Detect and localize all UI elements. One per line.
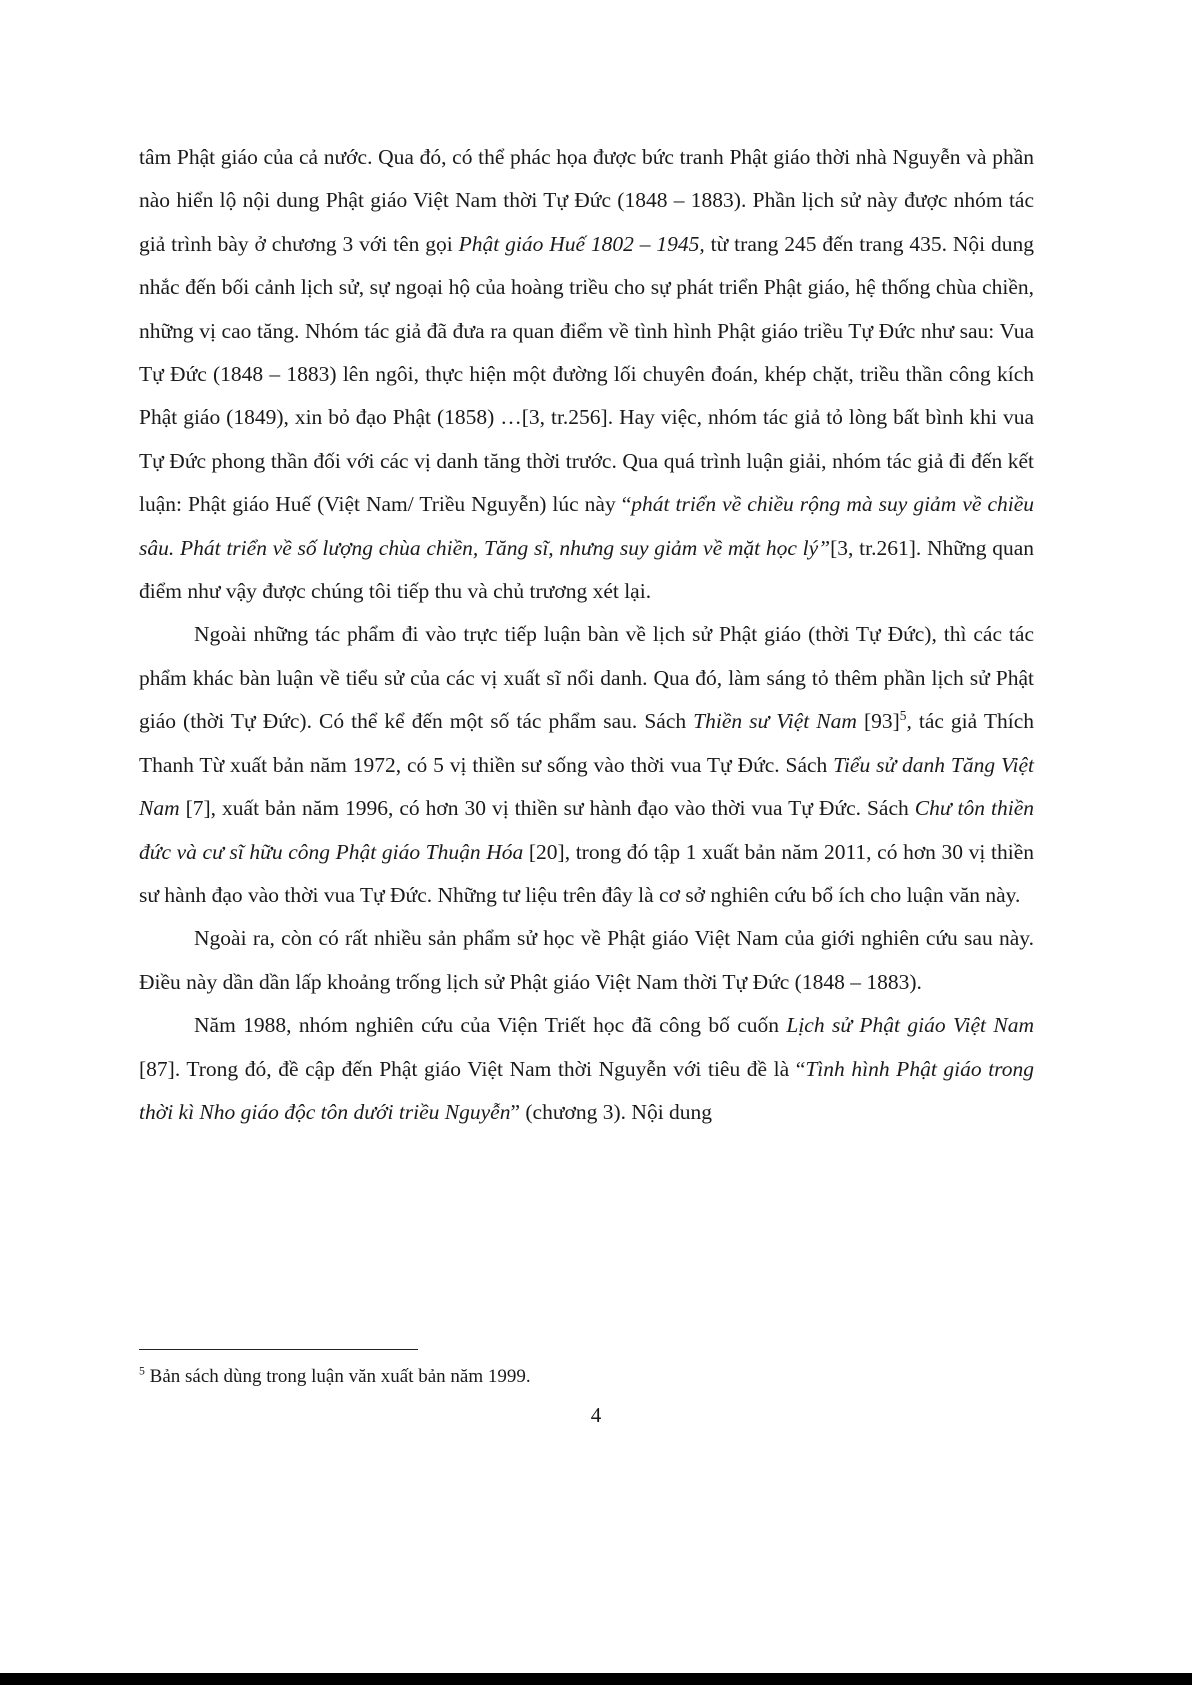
italic-text: Thiền sư Việt Nam (693, 709, 857, 734)
paragraph (139, 917, 1034, 1004)
italic-text: Chư tôn thiền đức và cư sĩ hữu công Phật giáo Thuận Hóa (139, 796, 1034, 864)
page-number: 4 (590, 1403, 602, 1427)
scan-edge-strip (0, 1673, 1192, 1685)
text-run: [93] (856, 709, 900, 734)
body-text (139, 136, 1034, 1134)
text-run: Năm 1988, nhóm nghiên cứu của Viện Triết học đã công bố cuốn (194, 1013, 787, 1038)
footnote-separator (139, 1349, 418, 1350)
text-run: từ trang 245 đến trang 435. Nội dung nhắc đến bối cảnh lịch sử, sự ngoại hộ của hoàng triều cho sự phát triển Phật giáo, hệ thống chùa chiền, những vị cao tăng. Nhóm tác giả đã đưa ra quan điểm về tình hình Phật giáo triều Tự Đức như sau: Vua Tự Đức (1848 – 1883) lên ngôi, thực hiện một đường lối chuyên đoán, khép chặt, triều thần công kích Phật giáo (1849), xin bỏ đạo Phật (1858) …[3, tr.256]. Hay việc, nhóm tác giả tỏ lòng bất bình khi vua Tự Đức phong thần đối với các vị danh tăng thời trước. Qua quá trình luận giải, nhóm tác giả đi đến kết luận: Phật giáo Huế (Việt Nam/ Triều Nguyễn) lúc này “ (139, 231, 1034, 517)
text-run: [7], xuất bản năm 1996, có hơn 30 vị thiền sư hành đạo vào thời vua Tự Đức. Sách (179, 796, 915, 821)
text-run: tác giả Thích Thanh Từ xuất bản năm 1972, có 5 vị thiền sư sống vào thời vua Tự Đức. Sách (139, 709, 1034, 777)
text-run: ” (chương 3). Nội dung (510, 1099, 713, 1124)
text-run: tâm Phật giáo của cả nước. Qua đó, có thể phác họa được bức tranh Phật giáo thời nhà Nguyễn và phần nào hiển lộ nội dung Phật giáo Việt Nam thời Tự Đức (1848 – 1883). Phần lịch sử này được nhóm tác giả trình bày ở chương 3 với tên gọi (139, 145, 1034, 256)
text-run: [3, tr.261]. Những quan điểm như vậy được chúng tôi tiếp thu và chủ trương xét lại. (139, 535, 1034, 604)
text-run: [87]. Trong đó, đề cập đến Phật giáo Việt Nam thời Nguyễn với tiêu đề là “ (139, 1056, 806, 1081)
paragraph (139, 136, 1034, 613)
italic-text: Phật giáo Huế 1802 – 1945, (458, 231, 705, 256)
footnote-text: Bản sách dùng trong luận văn xuất bản năm 1999. (144, 1366, 531, 1387)
italic-text: Lịch sử Phật giáo Việt Nam (786, 1013, 1034, 1038)
text-run: Ngoài ra, còn có rất nhiều sản phẩm sử học về Phật giáo Việt Nam của giới nghiên cứu sau này. Điều này dần dần lấp khoảng trống lịch sử Phật giáo Việt Nam thời Tự Đức (1848 – 1883). (139, 926, 1034, 994)
footnote (139, 1363, 1034, 1391)
italic-text: phát triển về chiều rộng mà suy giảm về chiều sâu. Phát triển về số lượng chùa chiền, Tăng sĩ, nhưng suy giảm về mặt học lý” (139, 492, 1034, 560)
text-run: Ngoài những tác phẩm đi vào trực tiếp luận bàn về lịch sử Phật giáo (thời Tự Đức), thì các tác phẩm khác bàn luận về tiểu sử của các vị xuất sĩ nổi danh. Qua đó, làm sáng tỏ thêm phần lịch sử Phật giáo (thời Tự Đức). Có thể kể đến một số tác phẩm sau. Sách (139, 622, 1034, 734)
italic-text: Tình hình Phật giáo trong thời kì Nho giáo độc tôn dưới triều Nguyễn (139, 1056, 1034, 1124)
paragraph (139, 1004, 1034, 1134)
footnote-number: 5 (139, 1364, 145, 1378)
text-run: [20], trong đó tập 1 xuất bản năm 2011, có hơn 30 vị thiền sư hành đạo vào thời vua Tự Đức. Những tư liệu trên đây là cơ sở nghiên cứu bổ ích cho luận văn này. (139, 839, 1034, 907)
footnote-reference: 5 (899, 708, 907, 724)
paragraph (139, 613, 1034, 917)
italic-text: Tiểu sử danh Tăng Việt Nam (139, 752, 1034, 821)
italic-text: , (906, 709, 912, 734)
